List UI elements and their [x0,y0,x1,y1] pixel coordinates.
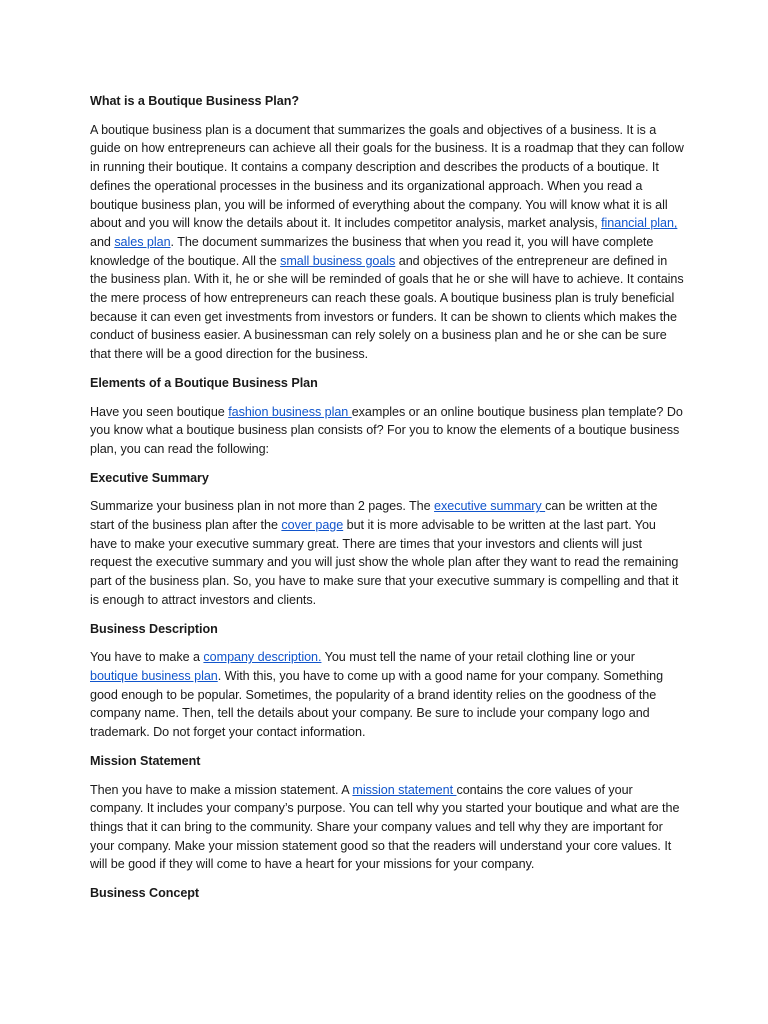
paragraph-text: Then you have to make a mission statement. A [90,782,353,797]
paragraph-text: Have you seen boutique [90,404,229,419]
paragraph-text: contains the core values of your company. It includes your company’s purpose. You can tell why you started your boutique and what are the things that it can bring to the community. Share your company values and tell why they are important for your company. Make your mission statement good so that the readers will understand your core values. It will be good if they will come to have a heart for your missions for your company. [90,782,680,872]
paragraph-text: You must tell the name of your retail clothing line or your [321,650,635,665]
paragraph-text: . With this, you have to come up with a good name for your company. Something good enough to be popular. Sometimes, the popularity of a brand identity relies on the goodness of the company name. Then, tell the details about your company. Be sure to include your company logo and trademark. Do not forget your contact information. [90,668,664,740]
paragraph-text: You have to make a [90,650,204,665]
paragraph-text: examples or an online boutique business plan template? Do you know what a boutique business plan consists of? For you to know the elements of a boutique business plan, you can read the following: [90,404,683,456]
link-executive-summary[interactable]: executive summary [434,499,546,514]
link-cover-page[interactable]: cover page [281,518,344,533]
section-paragraph [90,648,684,742]
section-heading-mission-statement: Mission Statement [90,753,201,768]
link-fashion-business-plan[interactable]: fashion business plan [228,404,352,419]
link-sales-plan[interactable]: sales plan [114,234,171,249]
section-paragraph [90,403,684,459]
paragraph-text: but it is more advisable to be written at the last part. You have to make your executive summary great. There are times that your investors and clients will just request the executive summary and you will just show the whole plan after they want to read the remaining part of the business plan. So, you have to make sure that your executive summary is compelling and that it is enough to attract investors and clients. [90,518,679,607]
section-paragraph [90,781,684,875]
section-heading-what-is-a-boutique-business-plan: What is a Boutique Business Plan? [90,94,299,108]
paragraph-text: and [90,234,115,249]
paragraph-text: A boutique business plan is a document that summarizes the goals and objectives of a business. It is a guide on how entrepreneurs can achieve all their goals for the business. It is a roadmap that they can follow in running their boutique. It contains a company description and describes the products of a boutique. It defines the operational processes in the business and its organizational approach. When you read a boutique business plan, you will be informed of everything about the company. You will know what it is all about and you will know the details about it. It includes competitor analysis, market analysis, [90,122,684,231]
link-boutique-business-plan[interactable]: boutique business plan [90,668,218,683]
document-content [90,92,684,903]
section-heading-elements-of-a-boutique-business-plan: Elements of a Boutique Business Plan [90,375,318,390]
document-page [90,92,684,913]
link-mission-statement[interactable]: mission statement [352,782,457,797]
paragraph-text: and objectives of the entrepreneur are defined in the business plan. With it, he or she will be reminded of goals that he or she will have to achieve. It contains the mere process of how entrepreneurs can reach these goals. A boutique business plan is truly beneficial because it can even get investments from investors or funders. It can be shown to clients which makes the conduct of business easier. A businessman can rely solely on a business plan and he or she can be sure that there will be a good direction for the business. [90,253,684,362]
paragraph-text: . The document summarizes the business that when you read it, you will have complete knowledge of the boutique. All the [90,234,654,268]
paragraph-text: can be written at the start of the business plan after the [90,499,658,533]
link-small-business-goals[interactable]: small business goals [280,253,396,268]
paragraph-text: Summarize your business plan in not more than 2 pages. The [90,499,435,514]
section-paragraph [90,121,684,364]
section-heading-business-description: Business Description [90,621,218,636]
section-paragraph [90,497,684,609]
section-heading-business-concept: Business Concept [90,886,200,901]
section-heading-executive-summary: Executive Summary [90,470,209,485]
link-company-description[interactable]: company description. [203,650,322,665]
link-financial-plan[interactable]: financial plan, [601,216,678,231]
